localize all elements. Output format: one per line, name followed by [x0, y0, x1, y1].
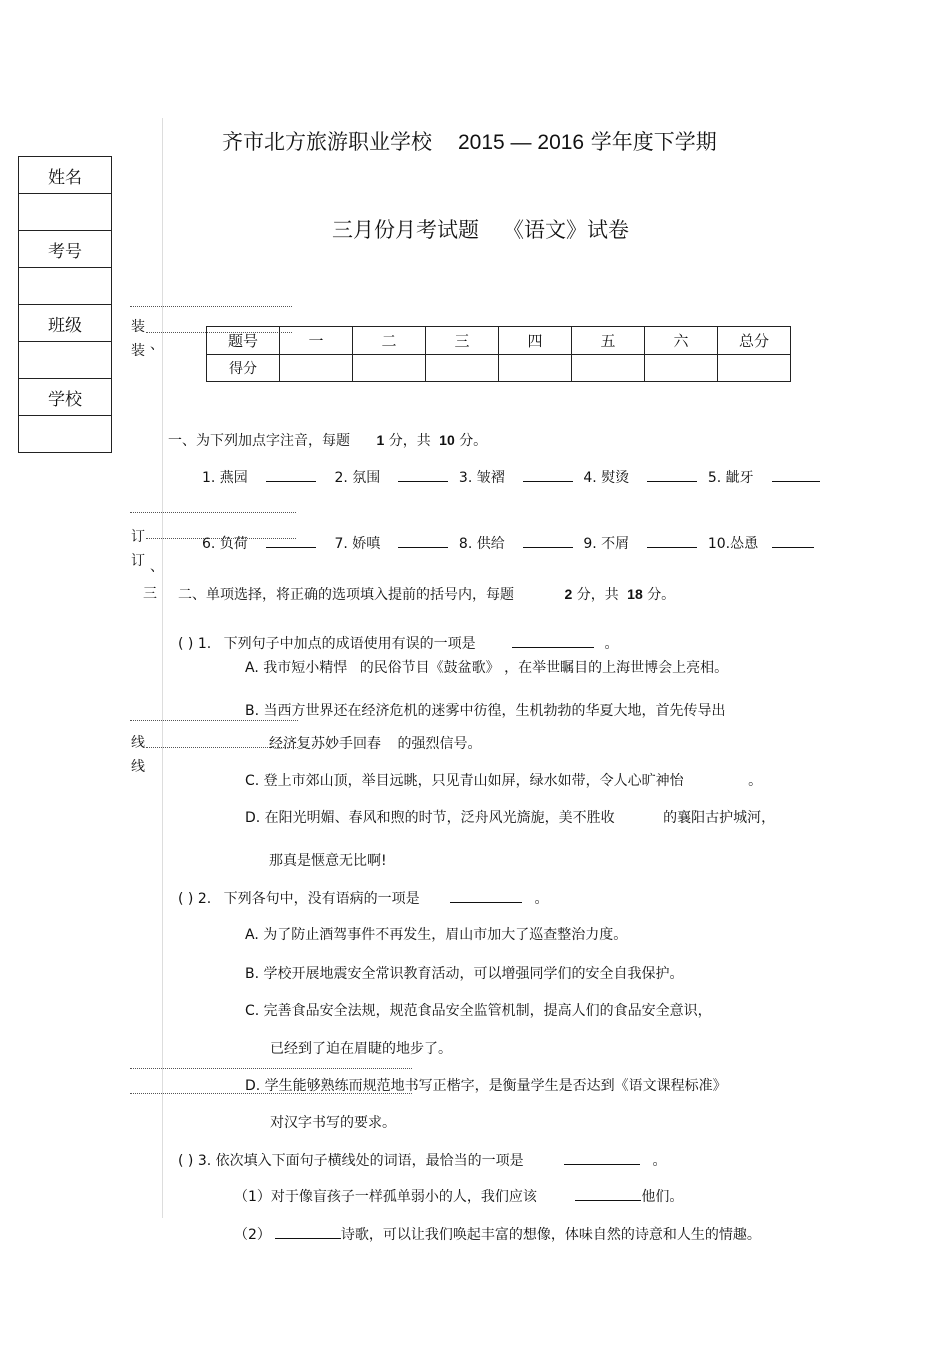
answer-blank[interactable]: [772, 533, 814, 548]
q1-option-a: [245, 657, 728, 677]
score-row-label: 得分: [207, 355, 280, 382]
answer-blank[interactable]: [772, 467, 820, 482]
binding-comma: 、: [150, 337, 164, 353]
answer-blank[interactable]: [564, 1150, 640, 1165]
q1-option-b-cont: [269, 733, 481, 753]
score-header: 一: [280, 327, 353, 355]
score-cell[interactable]: [718, 355, 791, 382]
info-field-id[interactable]: [19, 268, 112, 305]
info-label-id: 考号: [19, 231, 112, 268]
section2-points: 2: [564, 586, 573, 602]
question-2-stem: [178, 888, 549, 908]
question-text: 下列各句中，没有语病的一项是: [223, 891, 420, 907]
answer-blank[interactable]: [575, 1186, 641, 1201]
binding-dots: [130, 720, 298, 721]
answer-blank[interactable]: [523, 533, 573, 548]
section1-row1: [202, 467, 820, 487]
binding-mark-xian: 线: [131, 759, 145, 775]
q1-option-c: [245, 770, 762, 790]
score-header: 六: [645, 327, 718, 355]
section1-total: 10: [439, 432, 455, 448]
score-header: 题号: [207, 327, 280, 355]
pinyin-item: 10.怂恿: [707, 536, 759, 552]
option-text: 的民俗节目《鼓盆歌》 ，在举世瞩目的上海世博会上亮相。: [359, 660, 729, 676]
option-text: 的强烈信号。: [397, 736, 482, 752]
answer-blank[interactable]: [398, 533, 448, 548]
sentence-text: 诗歌，可以让我们唤起丰富的想像，体味自然的诗意和人生的情趣。: [340, 1227, 761, 1243]
section1-row2: [202, 533, 814, 553]
answer-blank[interactable]: [266, 533, 316, 548]
pinyin-item: 2. 氛围: [334, 470, 381, 486]
sentence-text: 他们。: [641, 1189, 684, 1205]
section1-title-text: 一、为下列加点字注音，每题: [168, 433, 350, 449]
score-cell[interactable]: [499, 355, 572, 382]
q2-option-d: D. 学生能够熟练而规范地书写正楷字，是衡量学生是否达到《语文课程标准》: [245, 1078, 727, 1094]
subject-name: 《语文》试卷: [503, 218, 629, 242]
score-table: [206, 326, 791, 382]
option-text: 的襄阳古护城河，: [663, 810, 776, 826]
score-cell[interactable]: [645, 355, 718, 382]
q3-sentence-2: [234, 1224, 761, 1244]
answer-paren[interactable]: ( ) 2.: [178, 891, 212, 907]
answer-blank[interactable]: [398, 467, 448, 482]
option-text: C. 登上市郊山顶，举目远眺，只见青山如屏，绿水如带，令人心旷神怡: [245, 773, 684, 789]
info-label-name: 姓名: [19, 157, 112, 194]
pinyin-item: 7. 娇嗔: [334, 536, 381, 552]
section2-title-text: 分，共: [576, 587, 619, 603]
score-cell[interactable]: [572, 355, 645, 382]
section1-title-text: 分，共: [388, 433, 431, 449]
question-end: 。: [534, 891, 549, 907]
pinyin-item: 6. 负荷: [202, 536, 248, 552]
question-text: 下列句子中加点的成语使用有误的一项是: [223, 636, 476, 652]
answer-paren[interactable]: ( ) 3.: [178, 1153, 212, 1169]
q2-option-d-cont: 对汉字书写的要求。: [270, 1115, 396, 1131]
answer-blank[interactable]: [512, 633, 594, 648]
sentence-text: （2）: [234, 1227, 271, 1243]
info-field-name[interactable]: [19, 194, 112, 231]
binding-comma: 、: [150, 559, 164, 575]
pinyin-item: 5. 龇牙: [707, 470, 754, 486]
school-year: 2015 — 2016: [458, 131, 585, 154]
question-text: 依次填入下面句子横线处的词语，最恰当的一项是: [215, 1153, 524, 1169]
answer-blank[interactable]: [647, 467, 697, 482]
question-end: 。: [604, 636, 619, 652]
q2-option-b: B. 学校开展地震安全常识教育活动，可以增强同学们的安全自我保护。: [245, 966, 684, 982]
pinyin-item: 9. 不屑: [583, 536, 630, 552]
binding-mark-ding: 订: [131, 553, 145, 569]
binding-mark-ding: 订: [131, 529, 145, 545]
exam-name: 三月份月考试题: [332, 218, 479, 242]
q2-option-c: C. 完善食品安全法规，规范食品安全监管机制，提高人们的食品安全意识，: [245, 1003, 712, 1019]
question-1-stem: [178, 633, 619, 653]
option-text: 那真是惬意无比啊!: [269, 853, 387, 869]
score-header: 二: [353, 327, 426, 355]
section1-points: 1: [376, 432, 385, 448]
score-header: 三: [426, 327, 499, 355]
score-header: 总分: [718, 327, 791, 355]
binding-mark-san: 三: [143, 586, 157, 602]
pinyin-item: 1. 燕园: [202, 470, 248, 486]
score-cell[interactable]: [426, 355, 499, 382]
score-header: 五: [572, 327, 645, 355]
answer-blank[interactable]: [450, 888, 522, 903]
q1-option-d: [245, 807, 775, 827]
section2-total: 18: [627, 586, 643, 602]
answer-paren[interactable]: ( ) 1.: [178, 636, 212, 652]
option-text: B. 当西方世界还在经济危机的迷雾中彷徨，生机勃勃的华夏大地，首先传导出: [245, 703, 726, 719]
section2-title-text: 分。: [647, 587, 676, 603]
q2-option-a: A. 为了防止酒驾事件不再发生，眉山市加大了巡查整治力度。: [245, 927, 628, 943]
answer-blank[interactable]: [647, 533, 697, 548]
pinyin-item: 8. 供给: [458, 536, 505, 552]
binding-mark-zhuang: 装: [131, 343, 145, 359]
q1-option-b: [245, 700, 726, 720]
q2-option-c-cont: 已经到了迫在眉睫的地步了。: [270, 1041, 452, 1057]
section2-title-text: 二、单项选择，将正确的选项填入提前的括号内，每题: [178, 587, 514, 603]
info-field-class[interactable]: [19, 342, 112, 379]
binding-mark-zhuang: 装: [131, 319, 145, 335]
score-cell[interactable]: [353, 355, 426, 382]
question-3-stem: [178, 1150, 667, 1170]
option-text: D. 在阳光明媚、春风和煦的时节，泛舟风光旖旎，美不胜收: [245, 810, 615, 826]
section2-title: [178, 584, 675, 604]
question-end: 。: [652, 1153, 667, 1169]
pinyin-item: 3. 皱褶: [458, 470, 505, 486]
school-name: 齐市北方旅游职业学校: [222, 130, 432, 154]
term-label: 学年度下学期: [590, 130, 717, 154]
answer-blank[interactable]: [523, 467, 573, 482]
option-text: A. 我市短小精悍: [245, 660, 348, 676]
q3-sentence-1: [234, 1186, 683, 1206]
exam-title-line1: [222, 126, 717, 156]
binding-mark-xian: 线: [131, 735, 145, 751]
answer-blank[interactable]: [266, 467, 316, 482]
info-field-school[interactable]: [19, 416, 112, 453]
student-info-box: [18, 156, 112, 453]
info-label-class: 班级: [19, 305, 112, 342]
section1-title: [168, 430, 487, 450]
score-cell[interactable]: [280, 355, 353, 382]
binding-dots: [130, 306, 292, 307]
binding-margin-line: [162, 118, 163, 1218]
sentence-text: （1）对于像盲孩子一样孤单弱小的人，我们应该: [234, 1189, 537, 1205]
binding-dots: [130, 1068, 412, 1069]
option-text: 经济复苏妙手回春: [269, 736, 381, 752]
score-header: 四: [499, 327, 572, 355]
pinyin-item: 4. 熨烫: [583, 470, 630, 486]
q1-option-d-cont: [269, 850, 387, 870]
answer-blank[interactable]: [275, 1224, 341, 1239]
section1-title-text: 分。: [459, 433, 488, 449]
option-end: 。: [748, 773, 763, 789]
info-label-school: 学校: [19, 379, 112, 416]
exam-title-line2: [332, 214, 629, 244]
binding-dots: [130, 512, 296, 513]
